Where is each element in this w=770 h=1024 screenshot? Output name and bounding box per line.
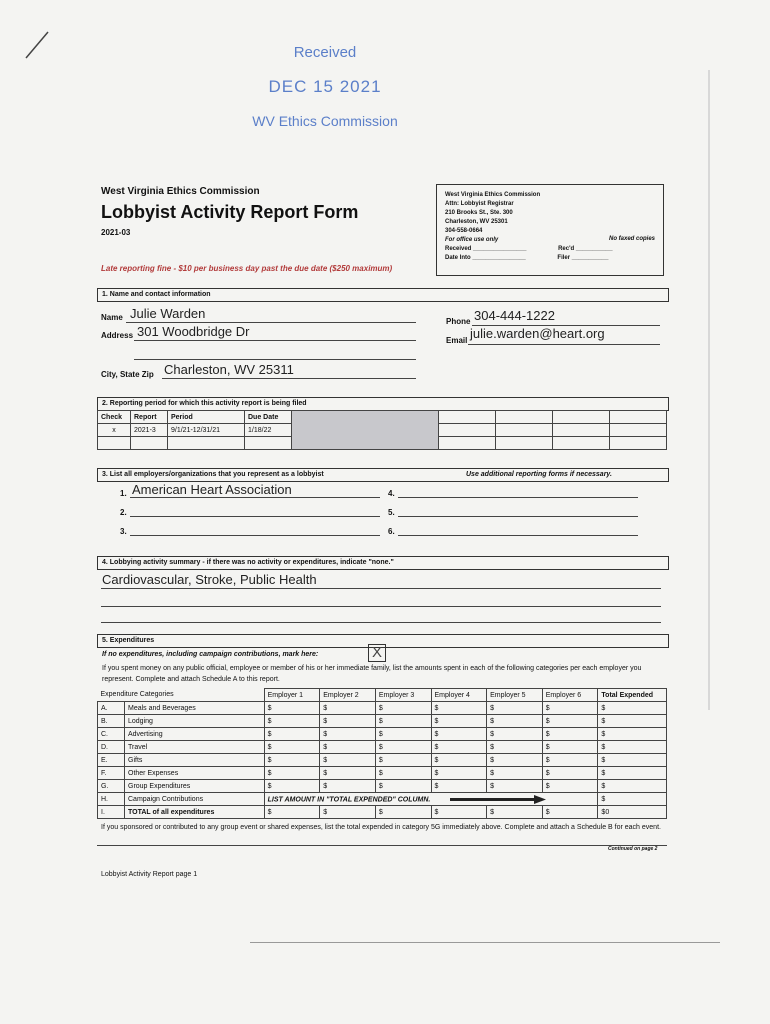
row-due: 1/18/22: [245, 424, 292, 437]
col-employer-2: Employer 2: [320, 689, 376, 702]
dollar-cell[interactable]: $: [320, 767, 376, 780]
dollar-cell[interactable]: $: [598, 728, 667, 741]
dollar-cell[interactable]: $: [264, 754, 320, 767]
row-letter: H.: [98, 793, 125, 806]
expenditure-instructions: If you spent money on any public official, employee or member of his or her immediate family, list the amounts spent in each of the following categories per each employer you represent. Complete and attach Schedule A to this report.: [102, 665, 642, 683]
h-row-note: [264, 793, 598, 806]
row-category: Other Expenses: [125, 767, 265, 780]
dollar-cell[interactable]: $: [431, 780, 487, 793]
dollar-cell[interactable]: $: [320, 780, 376, 793]
dollar-cell[interactable]: $: [375, 741, 431, 754]
no-expenditure-label: If no expenditures, including campaign contributions, mark here:: [102, 651, 319, 658]
dollar-cell[interactable]: $: [598, 702, 667, 715]
period-table: [97, 410, 667, 450]
row-category: Campaign Contributions: [125, 793, 265, 806]
office-use: For office use only: [445, 237, 499, 243]
emp-line-1: [130, 497, 380, 498]
col-employer-1: Employer 1: [264, 689, 320, 702]
scan-edge: [708, 70, 710, 710]
dollar-cell[interactable]: $: [487, 715, 543, 728]
office-line: Attn: Lobbyist Registrar: [445, 201, 514, 207]
dollar-cell[interactable]: $: [431, 806, 487, 819]
row-category: TOTAL of all expenditures: [125, 806, 265, 819]
stamp-received: Received: [293, 44, 357, 61]
dollar-cell[interactable]: $: [431, 715, 487, 728]
continued-note: Continued on page 2: [608, 846, 658, 852]
address-value[interactable]: 301 Woodbridge Dr: [137, 324, 250, 339]
row-check[interactable]: x: [98, 424, 131, 437]
office-recd: Rec'd: [558, 246, 575, 252]
col-employer-6: Employer 6: [542, 689, 598, 702]
office-line: West Virginia Ethics Commission: [445, 192, 541, 198]
section1-heading: 1. Name and contact information: [102, 291, 211, 298]
name-value[interactable]: Julie Warden: [130, 306, 206, 321]
dollar-cell[interactable]: $: [264, 702, 320, 715]
dollar-cell[interactable]: $: [320, 741, 376, 754]
section2-heading: 2. Reporting period for which this activity report is being filed: [102, 400, 307, 407]
office-line: 304-558-0664: [445, 228, 483, 234]
row-category: Lodging: [125, 715, 265, 728]
scan-edge-bottom: [250, 942, 720, 943]
dollar-cell[interactable]: $: [542, 806, 598, 819]
row-category: Group Expenditures: [125, 780, 265, 793]
dollar-cell[interactable]: $: [375, 767, 431, 780]
stamp-org: WV Ethics Commission: [252, 113, 398, 129]
blank-cell: [496, 424, 553, 437]
page-label: Lobbyist Activity Report page 1: [101, 871, 198, 878]
row-letter: B.: [98, 715, 125, 728]
emp-line-5: [398, 516, 638, 517]
blank-cell: [610, 437, 667, 450]
dollar-cell[interactable]: $: [320, 702, 376, 715]
dollar-cell[interactable]: $: [375, 715, 431, 728]
dollar-cell[interactable]: $: [598, 715, 667, 728]
dollar-cell[interactable]: $: [264, 741, 320, 754]
stamp-date: DEC 15 2021: [268, 77, 382, 96]
csz-label: City, State Zip: [101, 370, 154, 379]
h-total[interactable]: $: [598, 793, 667, 806]
dollar-cell[interactable]: $: [431, 754, 487, 767]
dollar-cell[interactable]: $: [487, 780, 543, 793]
dollar-cell[interactable]: $: [542, 754, 598, 767]
emp-num-5: 5.: [388, 508, 395, 517]
dollar-cell[interactable]: $: [431, 728, 487, 741]
dollar-cell[interactable]: $: [264, 767, 320, 780]
dollar-cell[interactable]: $: [264, 806, 320, 819]
blank-cell: [553, 424, 610, 437]
dollar-cell[interactable]: $: [264, 715, 320, 728]
row-category: Advertising: [125, 728, 265, 741]
office-line: 210 Brooks St., Ste. 300: [445, 210, 513, 216]
dollar-cell[interactable]: $: [375, 806, 431, 819]
dollar-cell[interactable]: $: [487, 806, 543, 819]
col-due: Due Date: [245, 411, 292, 424]
emp-num-2: 2.: [120, 508, 127, 517]
section3-note: Use additional reporting forms if necessary.: [466, 471, 613, 478]
office-received: Received: [445, 246, 472, 252]
emp-num-6: 6.: [388, 527, 395, 536]
dollar-cell[interactable]: $: [542, 767, 598, 780]
emp-line-6: [398, 535, 638, 536]
summary-line-2: [101, 606, 661, 607]
no-expenditure-checkbox[interactable]: X: [368, 644, 386, 662]
no-faxed: No faxed copies: [608, 236, 655, 242]
dollar-cell[interactable]: $: [264, 780, 320, 793]
blank-cell: [610, 424, 667, 437]
row-letter: A.: [98, 702, 125, 715]
footer-rule: [97, 845, 667, 846]
dollar-cell[interactable]: $: [431, 741, 487, 754]
office-filer: Filer: [557, 255, 571, 261]
section5-heading: 5. Expenditures: [102, 637, 155, 644]
blank-cell: [439, 411, 496, 424]
dollar-cell[interactable]: $: [487, 728, 543, 741]
summary-line-1: [101, 588, 661, 589]
address-line-2: [134, 359, 416, 360]
dollar-cell[interactable]: $: [542, 728, 598, 741]
row-category: Meals and Beverages: [125, 702, 265, 715]
gray-block: [292, 411, 439, 450]
emp-num-4: 4.: [388, 489, 395, 498]
dollar-cell[interactable]: $: [542, 741, 598, 754]
row-category: Travel: [125, 741, 265, 754]
dollar-cell[interactable]: $: [320, 806, 376, 819]
dollar-cell[interactable]: $: [542, 780, 598, 793]
activity-summary[interactable]: Cardiovascular, Stroke, Public Health: [102, 572, 317, 587]
expenditure-table: [97, 688, 667, 819]
dollar-cell[interactable]: $: [375, 780, 431, 793]
row-category: Gifts: [125, 754, 265, 767]
address-line: [134, 340, 416, 341]
section4-heading: 4. Lobbying activity summary - if there was no activity or expenditures, indicate "none.": [102, 559, 394, 566]
form-org: West Virginia Ethics Commission: [101, 186, 260, 197]
email-value[interactable]: julie.warden@heart.org: [470, 326, 605, 341]
col-employer-4: Employer 4: [431, 689, 487, 702]
emp-num-3: 3.: [120, 527, 127, 536]
row-letter: G.: [98, 780, 125, 793]
blank-cell: [439, 437, 496, 450]
emp-1-value[interactable]: American Heart Association: [132, 482, 292, 497]
blank-cell: [553, 411, 610, 424]
row-letter: E.: [98, 754, 125, 767]
late-fine: Late reporting fine - $10 per business day past the due date ($250 maximum): [101, 264, 393, 273]
dollar-cell[interactable]: $: [598, 767, 667, 780]
dollar-cell[interactable]: $: [542, 702, 598, 715]
blank-cell: [245, 437, 292, 450]
col-categories: Expenditure Categories: [100, 691, 174, 699]
blank-cell: [496, 411, 553, 424]
section3-heading: 3. List all employers/organizations that you represent as a lobbyist: [102, 471, 324, 478]
form-code: 2021-03: [101, 228, 131, 237]
emp-line-4: [398, 497, 638, 498]
dollar-cell[interactable]: $: [598, 754, 667, 767]
row-letter: I.: [98, 806, 125, 819]
dollar-cell[interactable]: $: [487, 767, 543, 780]
dollar-cell[interactable]: $: [487, 741, 543, 754]
summary-line-3: [101, 622, 661, 623]
blank-cell: [131, 437, 168, 450]
dollar-cell[interactable]: $: [320, 715, 376, 728]
dollar-cell[interactable]: $: [375, 728, 431, 741]
blank-cell: [439, 424, 496, 437]
dollar-cell[interactable]: $: [375, 702, 431, 715]
row-letter: F.: [98, 767, 125, 780]
phone-value[interactable]: 304-444-1222: [474, 308, 555, 323]
blank-cell: [610, 411, 667, 424]
row-letter: D.: [98, 741, 125, 754]
row-period: 9/1/21-12/31/21: [168, 424, 245, 437]
h-row-note-text: LIST AMOUNT IN "TOTAL EXPENDED" COLUMN.: [267, 795, 431, 803]
dollar-cell[interactable]: $: [320, 728, 376, 741]
office-line: Charleston, WV 25301: [445, 219, 508, 225]
address-label: Address: [101, 331, 134, 340]
received-stamp: [230, 44, 420, 129]
row-letter: C.: [98, 728, 125, 741]
email-line: [468, 344, 660, 345]
col-period: Period: [168, 411, 245, 424]
dollar-cell[interactable]: $: [598, 780, 667, 793]
blank-cell: [98, 437, 131, 450]
col-employer-5: Employer 5: [487, 689, 543, 702]
emp-num-1: 1.: [120, 489, 127, 498]
col-employer-3: Employer 3: [375, 689, 431, 702]
dollar-cell[interactable]: $: [320, 754, 376, 767]
arrow-right-icon: [450, 795, 546, 804]
row-report: 2021-3: [131, 424, 168, 437]
email-label: Email: [446, 336, 468, 345]
dollar-cell[interactable]: $: [264, 728, 320, 741]
expenditure-footer: If you sponsored or contributed to any group event or shared expenses, list the total expended in category 5G immediately above. Complete and attach a Schedule B for each event.: [101, 824, 661, 831]
emp-line-2: [130, 516, 380, 517]
blank-cell: [553, 437, 610, 450]
emp-line-3: [130, 535, 380, 536]
dollar-cell[interactable]: $: [487, 754, 543, 767]
total-value[interactable]: $0: [598, 806, 667, 819]
dollar-cell[interactable]: $: [542, 715, 598, 728]
name-label: Name: [101, 313, 123, 322]
col-check: Check: [98, 411, 131, 424]
phone-label: Phone: [446, 317, 471, 326]
col-report: Report: [131, 411, 168, 424]
office-date-into: Date Into: [445, 255, 471, 261]
dollar-cell[interactable]: $: [375, 754, 431, 767]
office-box: West Virginia Ethics Commission Attn: Lobbyist Registrar 210 Brooks St., Ste. 300 Charleston, WV 25301 304-558-0664 For office use only Received ________________ Rec'd ___________ Date Into ________________ Filer ___________ No faxed copies: [436, 184, 664, 276]
name-line: [126, 322, 416, 323]
form-title: Lobbyist Activity Report Form: [101, 202, 359, 222]
blank-cell: [168, 437, 245, 450]
dollar-cell[interactable]: $: [487, 702, 543, 715]
csz-value[interactable]: Charleston, WV 25311: [164, 362, 294, 377]
blank-cell: [496, 437, 553, 450]
dollar-cell[interactable]: $: [431, 767, 487, 780]
dollar-cell[interactable]: $: [431, 702, 487, 715]
pen-mark: [22, 28, 52, 62]
csz-line: [162, 378, 416, 379]
col-total: Total Expended: [598, 689, 667, 702]
dollar-cell[interactable]: $: [598, 741, 667, 754]
